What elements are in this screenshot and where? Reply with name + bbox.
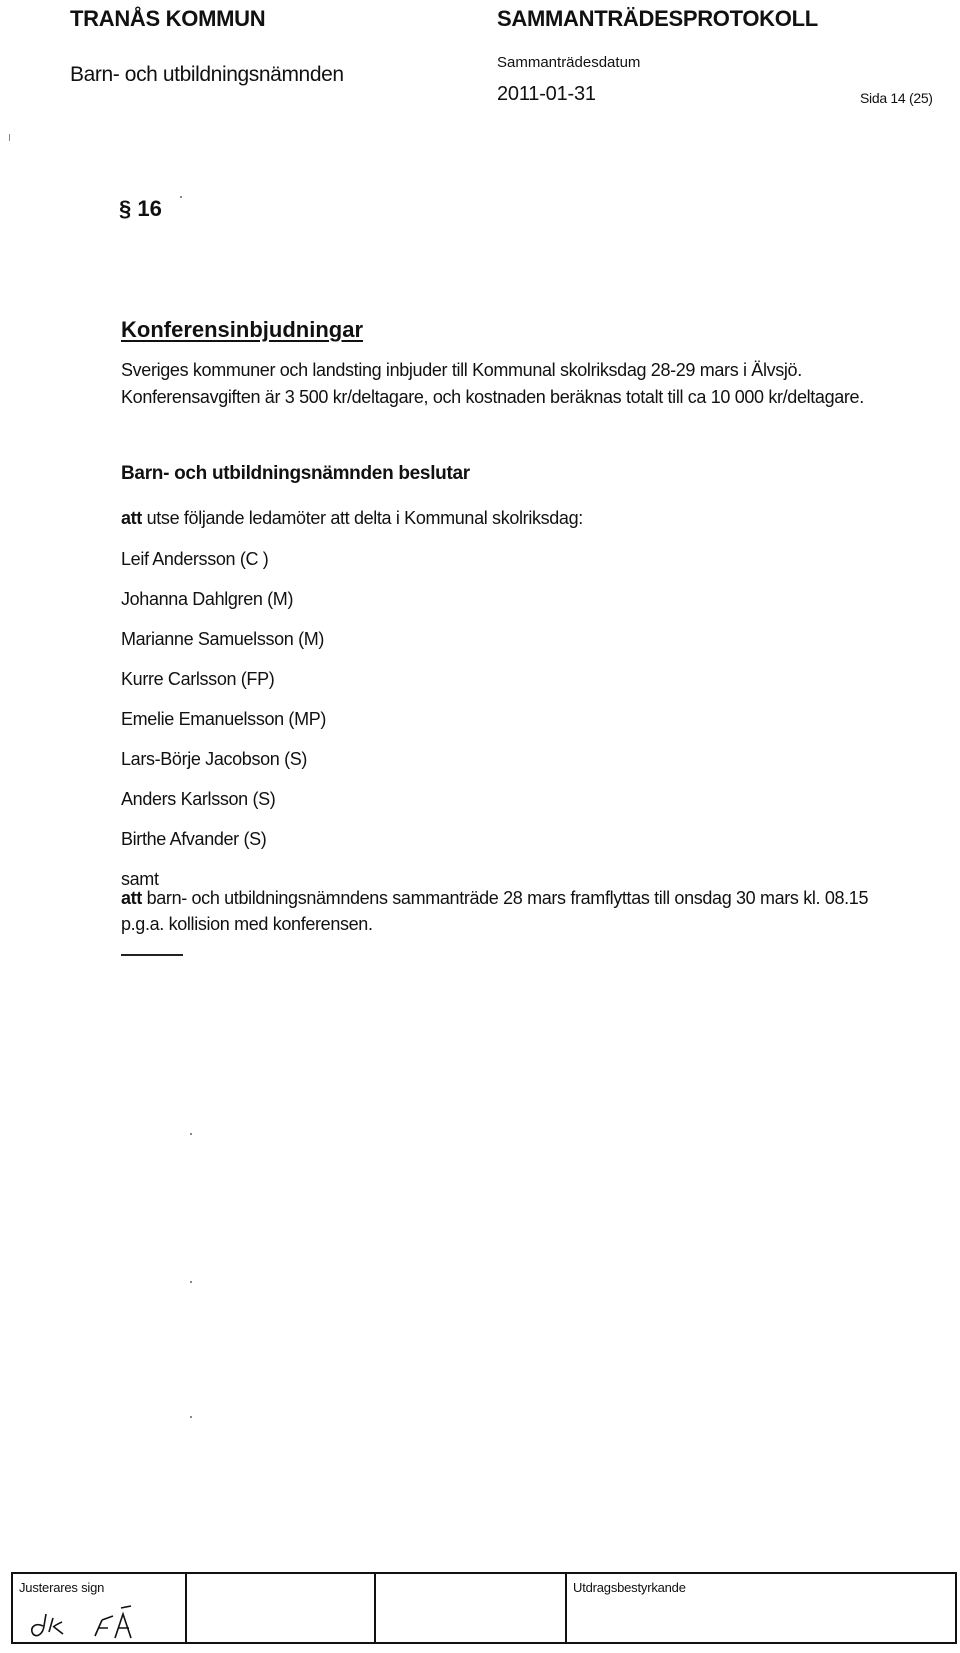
utdragsbestyrkande-label: Utdragsbestyrkande (573, 1580, 686, 1595)
list-item: Lars-Börje Jacobson (S) (121, 749, 308, 769)
decision-1 (121, 508, 583, 529)
end-rule (121, 954, 183, 956)
board-name: Barn- och utbildningsnämnden (70, 63, 344, 86)
list-item: Birthe Afvander (S) (121, 829, 267, 849)
list-item: samt (121, 869, 159, 889)
section-heading: Konferensinbjudningar (121, 317, 363, 342)
member-list (121, 548, 326, 908)
list-item: Anders Karlsson (S) (121, 789, 276, 809)
list-item: Leif Andersson (C ) (121, 549, 269, 569)
list-item: Johanna Dahlgren (M) (121, 589, 294, 609)
list-item: Kurre Carlsson (FP) (121, 669, 275, 689)
scan-mark (9, 134, 10, 141)
document-type: SAMMANTRÄDESPROTOKOLL (497, 6, 818, 31)
meeting-date-label: Sammanträdesdatum (497, 54, 641, 71)
decision-2 (121, 888, 868, 909)
justerare-cell-3 (374, 1574, 567, 1642)
intro-line-2: Konferensavgiften är 3 500 kr/deltagare, och kostnaden beräknas totalt till ca 10 000 kr/deltagare. (121, 387, 864, 407)
handwritten-signatures (13, 1596, 185, 1644)
justerare-cell-2 (185, 1574, 376, 1642)
decision-heading: Barn- och utbildningsnämnden beslutar (121, 463, 470, 484)
decision-1-text: utse följande ledamöter att delta i Kommunal skolriksdag: (141, 508, 583, 528)
justerares-sign-label: Justerares sign (19, 1580, 105, 1595)
decision-2-keyword: att (121, 888, 142, 908)
scan-mark (180, 196, 182, 198)
page-number: Sida 14 (25) (860, 90, 933, 106)
scan-mark (190, 1133, 192, 1135)
paragraph-number: § 16 (119, 196, 162, 221)
decision-2-text: barn- och utbildningsnämndens sammanträde 28 mars framflyttas till onsdag 30 mars kl. 08.15 (141, 888, 869, 908)
meeting-date: 2011-01-31 (497, 83, 596, 105)
decision-1-keyword: att (121, 508, 142, 528)
intro-line-1: Sveriges kommuner och landsting inbjuder till Kommunal skolriksdag 28-29 mars i Älvsjö. (121, 360, 802, 380)
scan-mark (190, 1281, 192, 1283)
organization-name: TRANÅS KOMMUN (70, 6, 266, 31)
decision-2-continuation: p.g.a. kollision med konferensen. (121, 914, 373, 934)
list-item: Marianne Samuelsson (M) (121, 629, 325, 649)
list-item: Emelie Emanuelsson (MP) (121, 709, 327, 729)
signature-table (11, 1572, 957, 1644)
scan-mark (190, 1416, 192, 1418)
